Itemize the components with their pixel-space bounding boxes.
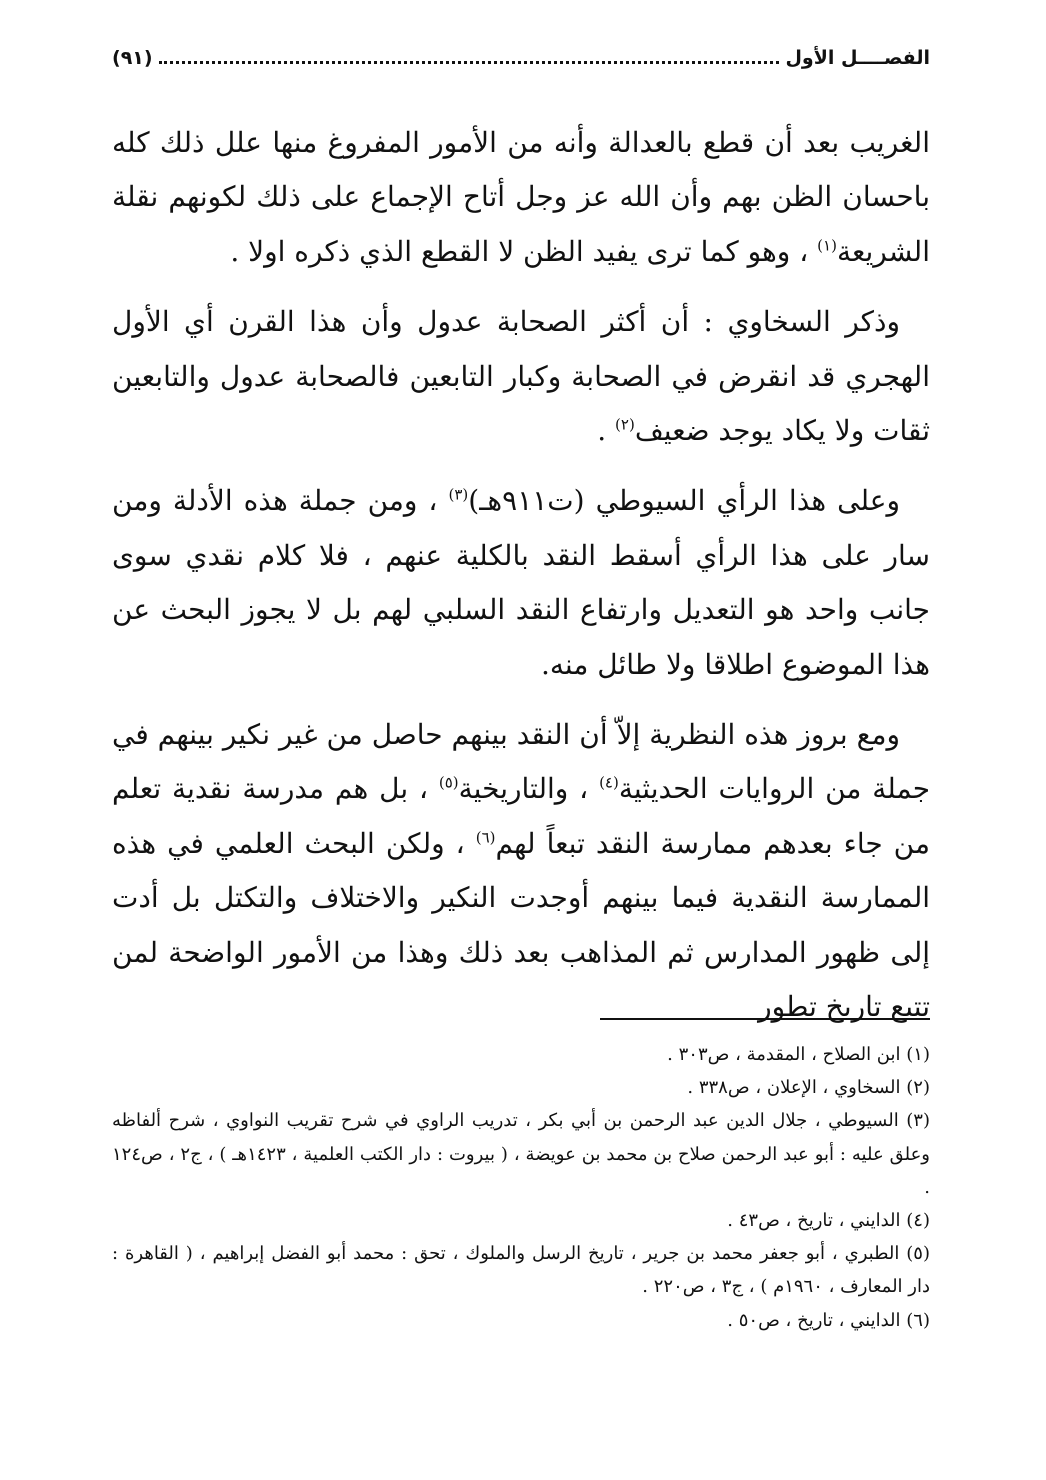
footnotes [112,1038,930,1337]
footnote-number: (٣) [906,1110,930,1132]
paragraph-text: الغريب بعد أن قطع بالعدالة وأنه من الأمور المفروغ منها علل ذلك كله باحسان الظن بهم وأن الله عز وجل أتاح الإجماع على ذلك لكونهم نقلة الشريعة [112,126,930,268]
paragraph-text: ، بل هم مدرسة نقدية تعلم من جاء بعدهم ممارسة النقد تبعاً لهم [112,772,930,860]
footnote [112,1304,930,1337]
footnote-text: الطبري ، أبو جعفر محمد بن جرير ، تاريخ الرسل والملوك ، تحق : محمد أبو الفضل إبراهيم ، ( القاهرة : دار المعارف ، ١٩٦٠م ) ، ج٣ ، ص٢٢٠ . [112,1243,930,1298]
running-header [112,38,930,78]
footnote-number: (٤) [906,1210,930,1232]
footnote-separator [600,1018,930,1020]
chapter-title: الفصــــل الأول [785,47,930,69]
footnote [112,1204,930,1237]
footnote-ref: (١) [817,236,837,255]
footnote-number: (٦) [906,1309,930,1331]
header-dot-leader [159,61,780,64]
paragraph-text: ، ولكن البحث العلمي في هذه الممارسة النقدية فيما بينهم أوجدت النكير والاختلاف والتكتل بل أدت إلى ظهور المدارس ثم المذاهب بعد ذلك وهذا من الأمور الواضحة لمن تتبع تاريخ تطور [112,826,930,1024]
footnote-ref: (٤) [599,774,619,793]
footnote [112,1104,930,1204]
paragraph-text: . [597,414,616,448]
footnote-text: الدايني ، تاريخ ، ص٤٣ . [727,1210,901,1232]
paragraph-text: ، ومن جملة هذه الأدلة ومن سار على هذا الرأي أسقط النقد بالكلية عنهم ، فلا كلام نقدي سوى جانب واحد هو التعديل وارتفاع النقد السلبي لهم بل لا يجوز البحث عن هذا الموضوع اطلاقا ولا طائل منه. [112,484,930,681]
paragraph-text: ومع بروز هذه النظرية إلاّ أن النقد بينهم حاصل من غير نكير بينهم في جملة من الروايات الحديثية [112,718,931,806]
paragraph-text: وعلى هذا الرأي السيوطي (ت٩١١هـ) [468,484,901,518]
footnote [112,1071,930,1104]
paragraph-4 [112,708,930,1034]
footnote-ref: (٣) [448,486,469,505]
main-text [112,116,930,1051]
footnote-number: (١) [906,1044,930,1065]
footnote-text: السخاوي ، الإعلان ، ص٣٣٨ . [687,1077,901,1099]
footnote-text: الدايني ، تاريخ ، ص٥٠ . [727,1309,901,1331]
footnote [112,1038,930,1071]
paragraph-1 [112,116,930,279]
footnote-text: ابن الصلاح ، المقدمة ، ص٣٠٣ . [667,1044,901,1065]
footnote-ref: (٦) [475,828,496,847]
paragraph-text: ، والتاريخية [458,772,600,806]
paragraph-text: ، وهو كما ترى يفيد الظن لا القطع الذي ذكره اولا . [230,234,818,268]
footnote-text: السيوطي ، جلال الدين عبد الرحمن بن أبي بكر ، تدريب الراوي في شرح تقريب النواوي ، شرح ألفاظه وعلق عليه : أبو عبد الرحمن صلاح بن محمد بن عويضة ، ( بيروت : دار الكتب العلمية ، ١٤٢٣هـ ) ، ج٢ ، ص١٢٤ . [112,1110,931,1198]
footnote [112,1237,930,1303]
footnote-number: (٥) [906,1243,930,1265]
paragraph-2 [112,295,930,458]
paragraph-text: وذكر السخاوي : أن أكثر الصحابة عدول وأن هذا القرن أي الأول الهجري قد انقرض في الصحابة وكبار التابعين فالصحابة عدول والتابعين ثقات ولا يكاد يوجد ضعيف [112,305,930,448]
footnote-ref: (٢) [615,415,635,434]
page-number: (٩١) [112,47,153,69]
footnote-number: (٢) [906,1077,930,1099]
footnote-ref: (٥) [438,774,459,793]
paragraph-3 [112,474,930,692]
